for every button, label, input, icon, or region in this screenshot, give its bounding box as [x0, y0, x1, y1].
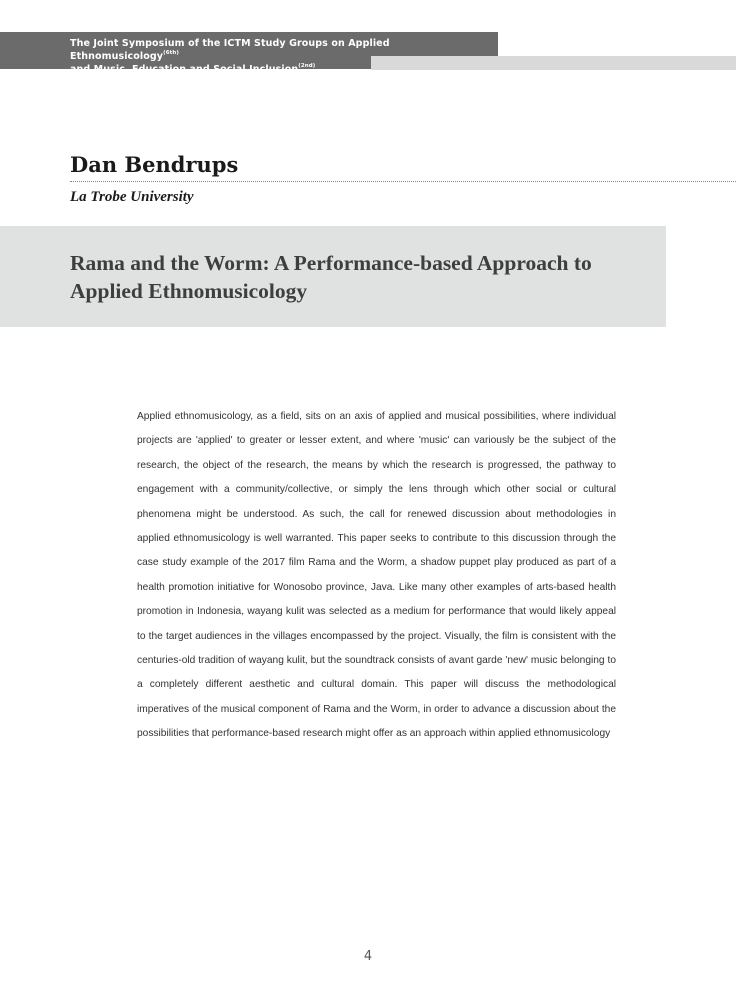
symposium-header-line-2-text: and Music, Education and Social Inclusion: [70, 64, 299, 75]
author-name: Dan Bendrups: [70, 152, 239, 177]
page-number: 4: [363, 949, 373, 964]
author-affiliation: La Trobe University: [70, 189, 194, 205]
paper-abstract: Applied ethnomusicology, as a field, sits on an axis of applied and musical possibilities, where individual projects are 'applied' to greater or lesser extent, and where 'music' can variously be the subject of the research, the object of the research, the means by which the research is progressed, the pathway to engagement with a community/collective, or simply the lens through which other social or cultural phenomena might be understood. As such, the call for renewed discussion about methodologies in applied ethnomusicology is well warranted. This paper seeks to contribute to this discussion through the case study example of the 2017 film Rama and the Worm, a shadow puppet play produced as part of a health promotion initiative for Wonosobo province, Java. Like many other examples of arts-based health promotion in Indonesia, wayang kulit was selected as a medium for performance that would likely appeal to the target audiences in the villages encompassed by the project. Visually, the film is consistent with the centuries-old tradition of wayang kulit, but the soundtrack consists of avant garde 'new' music belonging to a completely different aesthetic and cultural domain. This paper will discuss the methodological imperatives of the musical component of Rama and the Worm, in order to advance a discussion about the possibilities that performance-based research might offer as an approach within applied ethnomusicology: [137, 411, 616, 740]
symposium-header-line-1-text: The Joint Symposium of the ICTM Study Groups on Applied Ethnomusicology: [70, 38, 390, 62]
symposium-header-line-1-superscript: (6th): [163, 50, 179, 56]
header-decorative-rule: [371, 56, 736, 70]
paper-title: Rama and the Worm: A Performance-based Approach to Applied Ethnomusicology: [70, 251, 592, 303]
symposium-header-line-2-superscript: (2nd): [298, 63, 316, 69]
author-divider: [70, 181, 736, 182]
